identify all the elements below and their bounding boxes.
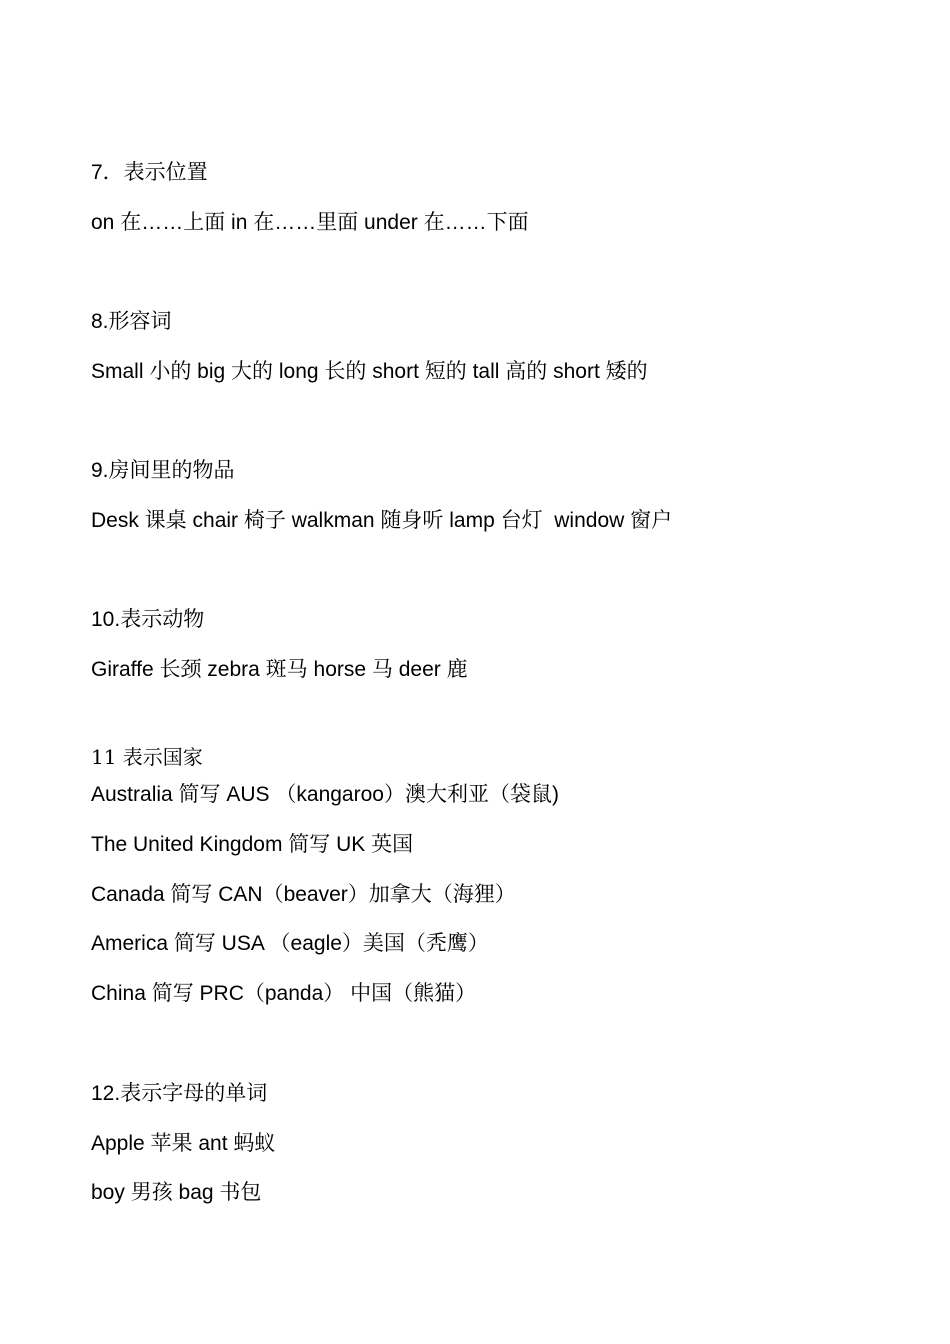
section-11-line-5: China 简写 PRC（panda） 中国（熊猫） [91, 982, 477, 1005]
section-11-line-3: Canada 简写 CAN（beaver）加拿大（海狸） [91, 883, 516, 906]
section-8-heading: 8.形容词 [91, 310, 172, 333]
section-8-line-1: Small 小的 big 大的 long 长的 short 短的 tall 高的 short 矮的 [91, 360, 648, 383]
section-10-heading: 10.表示动物 [91, 608, 205, 631]
section-11-line-2: The United Kingdom 简写 UK 英国 [91, 833, 414, 856]
section-12-line-2: boy 男孩 bag 书包 [91, 1181, 262, 1204]
section-9-heading: 9.房间里的物品 [91, 459, 235, 482]
section-10-line-1: Giraffe 长颈 zebra 斑马 horse 马 deer 鹿 [91, 658, 468, 681]
section-12-heading: 12.表示字母的单词 [91, 1082, 268, 1105]
section-7-line-1: on 在……上面 in 在……里面 under 在……下面 [91, 211, 529, 234]
section-11-heading: 11 表示国家 [91, 745, 203, 769]
section-11-line-1: Australia 简写 AUS （kangaroo）澳大利亚（袋鼠) [91, 783, 559, 806]
section-7-heading: 7．表示位置 [91, 161, 208, 184]
section-11-line-4: America 简写 USA （eagle）美国（秃鹰） [91, 932, 489, 955]
section-12-line-1: Apple 苹果 ant 蚂蚁 [91, 1132, 276, 1155]
section-9-line-1: Desk 课桌 chair 椅子 walkman 随身听 lamp 台灯 window 窗户 [91, 509, 673, 532]
